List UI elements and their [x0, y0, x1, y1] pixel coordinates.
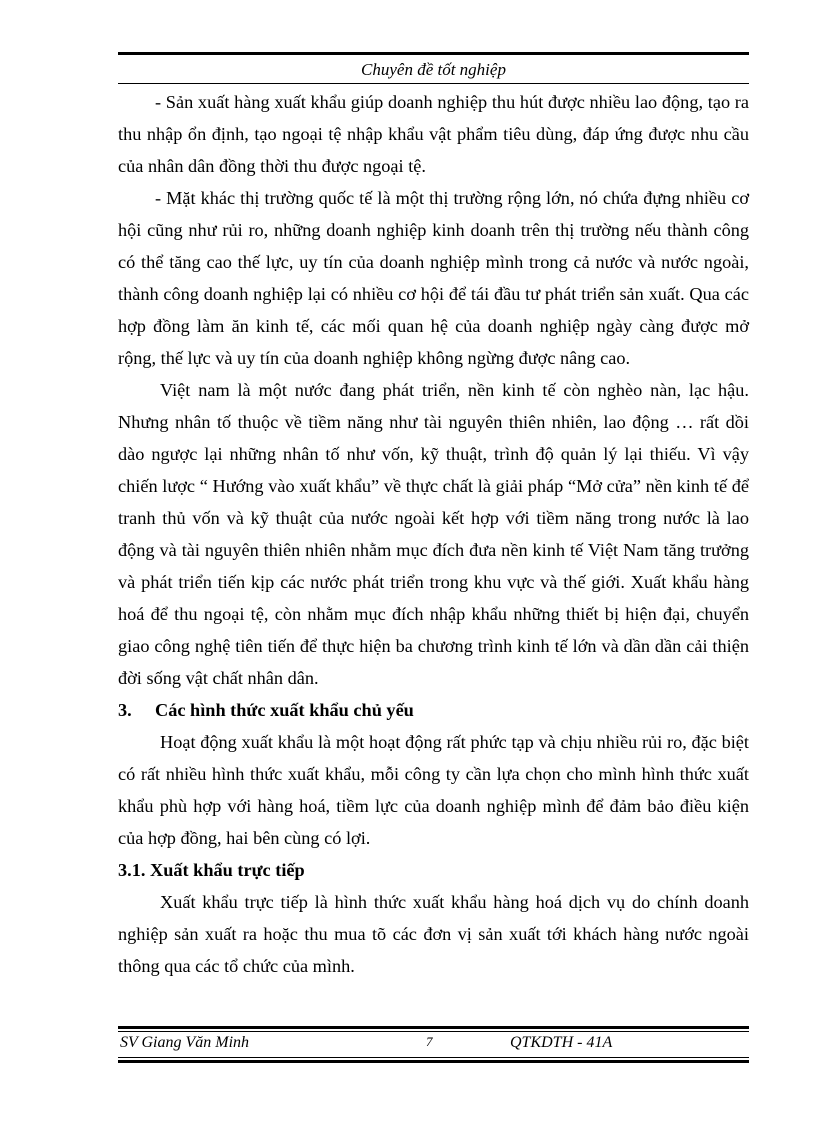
footer-author: SV Giang Văn Minh	[120, 1034, 250, 1051]
subsection-heading-3-1: 3.1. Xuất khẩu trực tiếp	[118, 860, 305, 880]
footer-rule-bottom-thick	[118, 1060, 749, 1063]
section-title: Các hình thức xuất khẩu chủ yếu	[155, 700, 414, 720]
paragraph-5: Xuất khẩu trực tiếp là hình thức xuất khẩu hàng hoá dịch vụ do chính doanh nghiệp sản xuất ra hoặc thu mua tõ các đơn vị sản xuất tới khách hàng nước ngoài thông qua các tổ chức của mình.	[118, 892, 749, 976]
footer-class-code: QTKDTH - 41A	[510, 1034, 613, 1051]
paragraph-2: - Mặt khác thị trường quốc tế là một thị trường rộng lớn, nó chứa đựng nhiều cơ hội cũng như rủi ro, những doanh nghiệp kinh doanh trên thị trường nếu thành công có thể tăng cao thế lực, uy tín của doanh nghiệp mình trong cả nước và nước ngoài, thành công doanh nghiệp lại có nhiều cơ hội để tái đầu tư phát triển sản xuất. Qua các hợp đồng làm ăn kinh tế, các mối quan hệ của doanh nghiệp ngày càng được mở rộng, thế lực và uy tín của doanh nghiệp không ngừng được nâng cao.	[118, 188, 749, 368]
paragraph-1: - Sản xuất hàng xuất khẩu giúp doanh nghiệp thu hút được nhiều lao động, tạo ra thu nhập ổn định, tạo ngoại tệ nhập khẩu vật phẩm tiêu dùng, đáp ứng được nhu cầu của nhân dân đồng thời thu được ngoại tệ.	[118, 92, 749, 176]
header-rule-thick	[118, 52, 749, 55]
header-rule-thin	[118, 83, 749, 84]
document-body	[118, 86, 749, 982]
footer-page-number: 7	[426, 1034, 433, 1049]
paragraph-4: Hoạt động xuất khẩu là một hoạt động rất phức tạp và chịu nhiều rủi ro, đặc biệt có rất nhiều hình thức xuất khẩu, mỗi công ty cần lựa chọn cho mình hình thức xuất khẩu phù hợp với hàng hoá, tiềm lực của doanh nghiệp mình để đảm bảo điều kiện của hợp đồng, hai bên cùng có lợi.	[118, 732, 749, 848]
paragraph-3: Việt nam là một nước đang phát triển, nền kinh tế còn nghèo nàn, lạc hậu. Nhưng nhân tố thuộc về tiềm năng như tài nguyên thiên nhiên, lao động … rất dồi dào ngược lại những nhân tố như vốn, kỹ thuật, trình độ quản lý lại thiếu. Vì vậy chiến lược “ Hướng vào xuất khẩu” về thực chất là giải pháp “Mở cửa” nền kinh tế để tranh thủ vốn và kỹ thuật của nước ngoài kết hợp với tiềm năng trong nước là lao động và tài nguyên thiên nhiên nhằm mục đích đưa nền kinh tế Việt Nam tăng trưởng và phát triển tiến kịp các nước phát triển trong khu vực và thế giới. Xuất khẩu hàng hoá để thu ngoại tệ, còn nhằm mục đích nhập khẩu những thiết bị hiện đại, chuyển giao công nghệ tiên tiến để thực hiện ba chương trình kinh tế lớn và dần dần cải thiện đời sống vật chất nhân dân.	[118, 380, 749, 688]
footer-rule-top-thick	[118, 1026, 749, 1029]
header-title: Chuyên đề tốt nghiệp	[361, 60, 506, 79]
footer-rule-bottom-thin	[118, 1057, 749, 1058]
footer-rule-top-thin	[118, 1031, 749, 1032]
section-number: 3.	[118, 700, 132, 720]
section-heading-3	[118, 694, 749, 726]
